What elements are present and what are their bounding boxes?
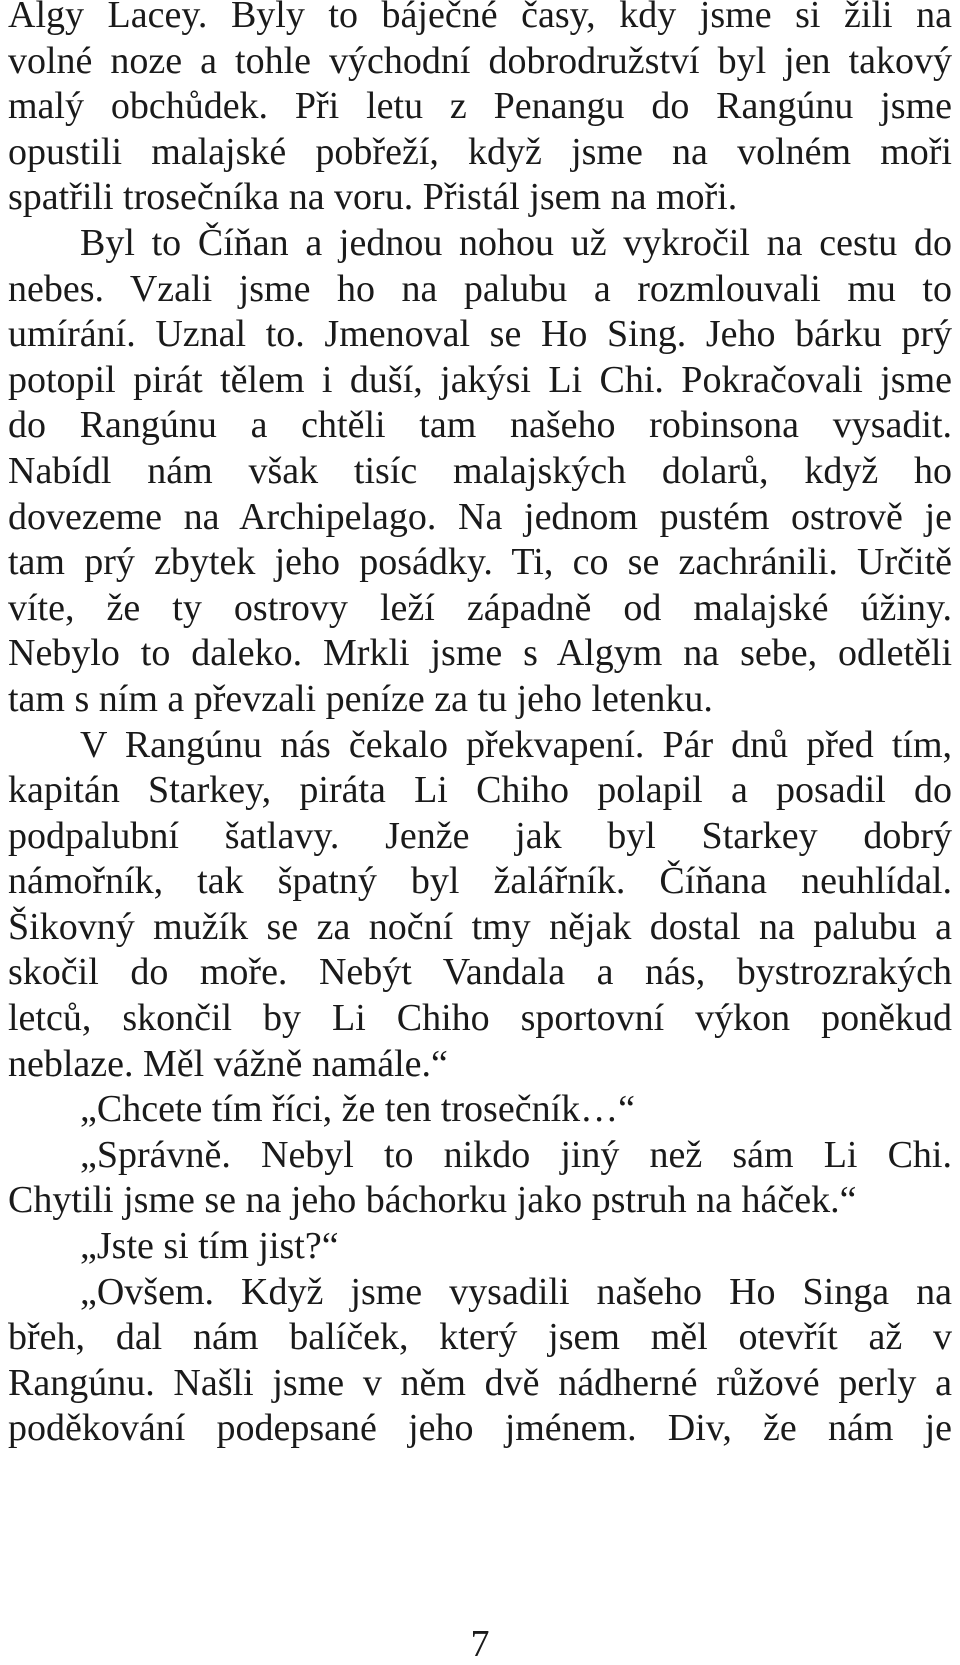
text-line: Algy Lacey. Byly to báječné časy, kdy jsme si žili na xyxy=(8,0,952,36)
text-line: „Správně. Nebyl to nikdo jiný než sám Li Chi. xyxy=(80,1133,952,1176)
text-line: kapitán Starkey, piráta Li Chiho polapil a posadil do xyxy=(8,769,952,812)
text-line: Šikovný mužík se za noční tmy nějak dostal na palubu a xyxy=(8,905,952,948)
text-line: volné noze a tohle východní dobrodružství byl jen takový xyxy=(8,39,952,82)
text-line: „Ovšem. Když jsme vysadili našeho Ho Singa na xyxy=(80,1270,952,1313)
text-line: opustili malajské pobřeží, když jsme na volném moři xyxy=(8,130,952,173)
text-line: V Rangúnu nás čekalo překvapení. Pár dnů před tím, xyxy=(80,723,952,766)
body-text xyxy=(8,0,952,1452)
text-line: Chytili jsme se na jeho báchorku jako pstruh na háček.“ xyxy=(8,1179,857,1222)
text-line: „Jste si tím jist?“ xyxy=(80,1225,339,1268)
text-line: malý obchůdek. Při letu z Penangu do Rangúnu jsme xyxy=(8,85,952,128)
text-line: do Rangúnu a chtěli tam našeho robinsona vysadit. xyxy=(8,404,952,447)
text-line: nebes. Vzali jsme ho na palubu a rozmlouvali mu to xyxy=(8,267,952,310)
text-line: Nebylo to daleko. Mrkli jsme s Algym na sebe, odletěli xyxy=(8,632,952,675)
page-number: 7 xyxy=(470,1623,490,1665)
text-line: poděkování podepsané jeho jménem. Div, že nám je xyxy=(8,1407,952,1450)
text-line: námořník, tak špatný byl žalářník. Číňana neuhlídal. xyxy=(8,860,952,903)
text-line: Byl to Číňan a jednou nohou už vykročil na cestu do xyxy=(80,221,952,264)
text-line: spatřili trosečníka na voru. Přistál jsem na moři. xyxy=(8,176,738,219)
text-line: víte, že ty ostrovy leží západně od malajské úžiny. xyxy=(8,586,952,629)
text-line: břeh, dal nám balíček, který jsem měl otevřít až v xyxy=(8,1316,952,1359)
text-line: umírání. Uznal to. Jmenoval se Ho Sing. Jeho bárku prý xyxy=(8,313,952,356)
text-line: dovezeme na Archipelago. Na jednom pustém ostrově je xyxy=(8,495,952,538)
text-line: tam s ním a převzali peníze za tu jeho letenku. xyxy=(8,677,713,720)
text-line: letců, skončil by Li Chiho sportovní výkon poněkud xyxy=(8,997,952,1040)
text-line: tam prý zbytek jeho posádky. Ti, co se zachránili. Určitě xyxy=(8,541,952,584)
text-line: Rangúnu. Našli jsme v něm dvě nádherné růžové perly a xyxy=(8,1361,952,1404)
text-line: neblaze. Měl vážně namále.“ xyxy=(8,1042,448,1085)
text-line: Nabídl nám však tisíc malajských dolarů, když ho xyxy=(8,449,952,492)
text-line: skočil do moře. Nebýt Vandala a nás, bystrozrakých xyxy=(8,951,952,994)
text-line: „Chcete tím říci, že ten trosečník…“ xyxy=(80,1088,635,1131)
text-line: podpalubní šatlavy. Jenže jak byl Starkey dobrý xyxy=(8,814,952,857)
text-line: potopil pirát tělem i duší, jakýsi Li Chi. Pokračovali jsme xyxy=(8,358,952,401)
